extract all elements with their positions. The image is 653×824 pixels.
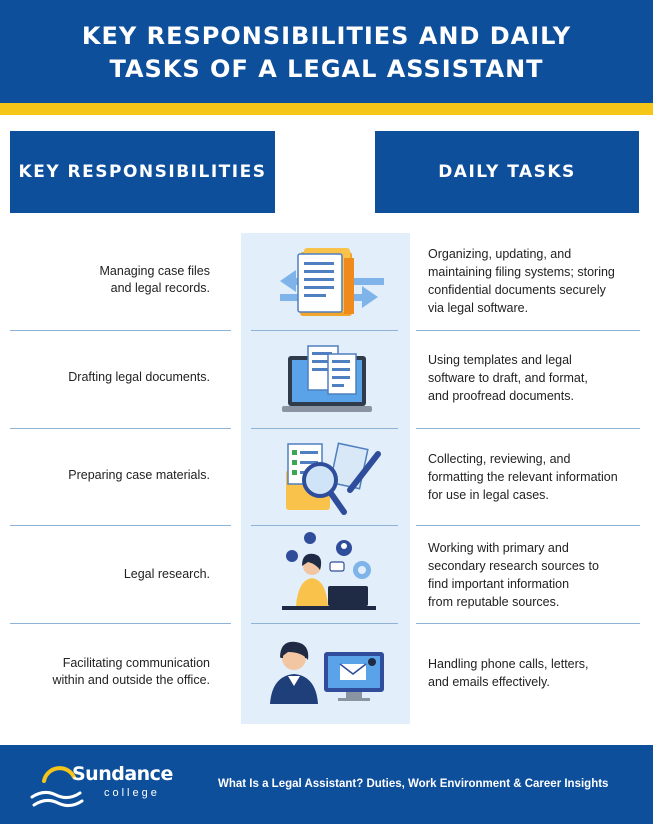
logo-subtitle: college bbox=[104, 787, 160, 799]
daily-task-4-line-4: from reputable sources. bbox=[428, 595, 560, 609]
row-divider bbox=[251, 330, 398, 331]
gold-divider-bar bbox=[0, 103, 653, 115]
daily-task-2-line-2: software to draft, and format, bbox=[428, 371, 588, 385]
daily-task-5-line-2: and emails effectively. bbox=[428, 675, 550, 689]
daily-task-3-line-1: Collecting, reviewing, and bbox=[428, 452, 571, 466]
row-divider bbox=[10, 525, 231, 526]
daily-task-2-line-3: and proofread documents. bbox=[428, 389, 574, 403]
daily-task-3 bbox=[428, 450, 643, 504]
key-responsibilities-heading: KEY RESPONSIBILITIES bbox=[10, 131, 275, 213]
header-banner bbox=[0, 0, 653, 103]
responsibility-1 bbox=[20, 263, 210, 297]
researcher-laptop-icon bbox=[258, 530, 393, 614]
daily-task-4 bbox=[428, 539, 643, 611]
daily-task-2-line-1: Using templates and legal bbox=[428, 353, 572, 367]
daily-task-1-line-2: maintaining filing systems; storing bbox=[428, 265, 615, 279]
daily-task-1 bbox=[428, 245, 643, 317]
daily-task-2 bbox=[428, 351, 643, 405]
sundance-college-logo[interactable] bbox=[30, 759, 180, 813]
file-transfer-icon bbox=[258, 244, 393, 328]
footer-caption: What Is a Legal Assistant? Duties, Work Environment & Career Insights bbox=[218, 778, 609, 790]
row-divider bbox=[416, 330, 640, 331]
daily-task-4-line-2: secondary research sources to bbox=[428, 559, 599, 573]
row-divider bbox=[10, 330, 231, 331]
daily-task-3-line-2: formatting the relevant information bbox=[428, 470, 618, 484]
daily-task-4-line-3: find important information bbox=[428, 577, 570, 591]
responsibility-5-line-1: Facilitating communication bbox=[62, 656, 210, 670]
row-divider bbox=[251, 428, 398, 429]
daily-task-1-line-4: via legal software. bbox=[428, 301, 529, 315]
row-divider bbox=[416, 525, 640, 526]
page-title-line-1: KEY RESPONSIBILITIES AND DAILY bbox=[81, 22, 572, 50]
magnifier-folder-icon bbox=[258, 436, 393, 520]
row-divider bbox=[10, 623, 231, 624]
row-divider bbox=[416, 623, 640, 624]
page-title bbox=[0, 20, 653, 86]
responsibility-1-line-1: Managing case files bbox=[99, 264, 210, 278]
responsibility-2 bbox=[20, 369, 210, 386]
responsibility-3 bbox=[20, 467, 210, 484]
row-divider bbox=[251, 525, 398, 526]
responsibility-3-line-1: Preparing case materials. bbox=[68, 468, 210, 482]
responsibility-4-line-1: Legal research. bbox=[123, 567, 210, 581]
responsibility-4 bbox=[20, 566, 210, 583]
laptop-documents-icon bbox=[258, 340, 393, 424]
daily-task-5 bbox=[428, 655, 643, 691]
row-divider bbox=[416, 428, 640, 429]
logo-wordmark: Sundance bbox=[72, 763, 173, 785]
daily-task-1-line-3: confidential documents securely bbox=[428, 283, 606, 297]
footer-banner bbox=[0, 745, 653, 824]
headset-email-icon bbox=[258, 632, 393, 716]
row-divider bbox=[251, 623, 398, 624]
responsibility-2-line-1: Drafting legal documents. bbox=[68, 370, 210, 384]
daily-task-5-line-1: Handling phone calls, letters, bbox=[428, 657, 589, 671]
responsibility-1-line-2: and legal records. bbox=[110, 281, 210, 295]
row-divider bbox=[10, 428, 231, 429]
page-title-line-2: TASKS OF A LEGAL ASSISTANT bbox=[109, 55, 544, 83]
responsibility-5 bbox=[20, 655, 210, 689]
daily-task-4-line-1: Working with primary and bbox=[428, 541, 569, 555]
daily-task-3-line-3: for use in legal cases. bbox=[428, 488, 549, 502]
responsibility-5-line-2: within and outside the office. bbox=[52, 673, 210, 687]
daily-tasks-heading: DAILY TASKS bbox=[375, 131, 639, 213]
daily-task-1-line-1: Organizing, updating, and bbox=[428, 247, 572, 261]
